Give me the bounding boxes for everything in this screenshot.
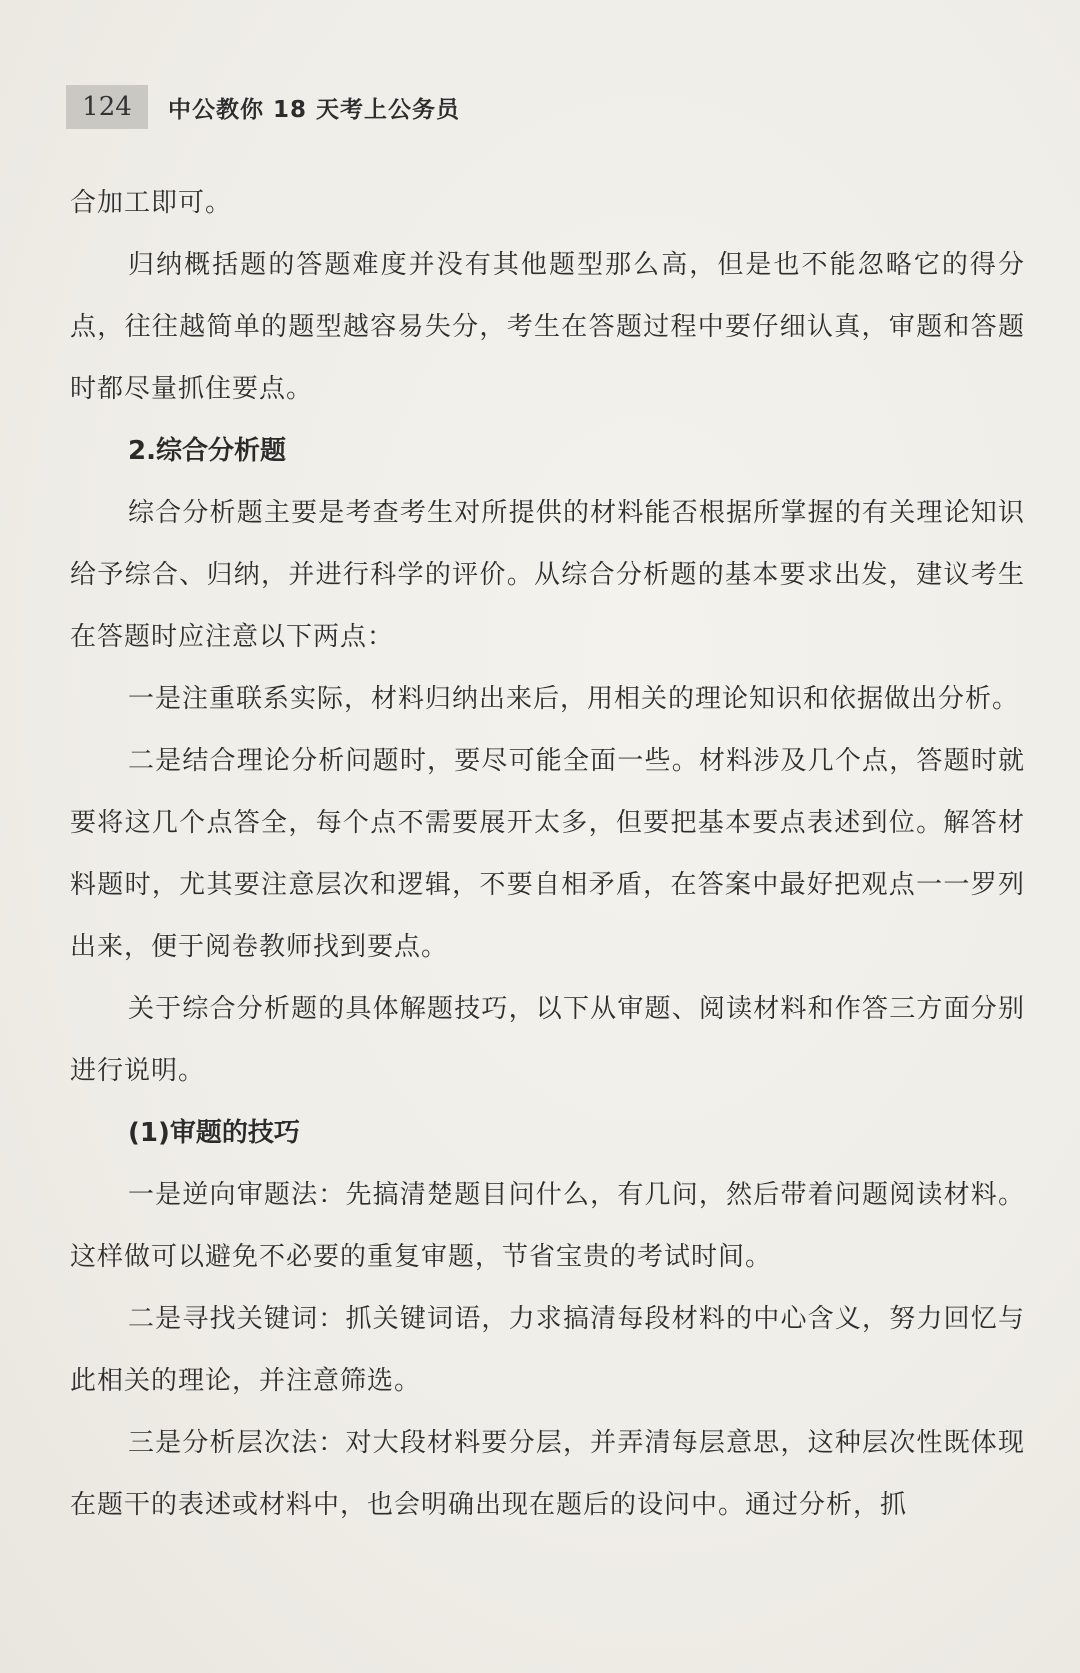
paragraph-point-two: 二是结合理论分析问题时，要尽可能全面一些。材料涉及几个点，答题时就要将这几个点答全，每个点不需要展开太多，但要把基本要点表述到位。解答材料题时，尤其要注意层次和逻辑，不要自相矛盾，在答案中最好把观点一一罗列出来，便于阅卷教师找到要点。 [70, 746, 1025, 962]
page-number: 124 [66, 85, 148, 129]
paragraph-continuation: 合加工即可。 [70, 188, 233, 218]
paragraph-intro: 综合分析题主要是考查考生对所提供的材料能否根据所掌握的有关理论知识给予综合、归纳，并进行科学的评价。从综合分析题的基本要求出发，建议考生在答题时应注意以下两点： [70, 498, 1025, 652]
running-title: 中公教你 18 天考上公务员 [168, 96, 461, 123]
paragraph-summary: 归纳概括题的答题难度并没有其他题型那么高，但是也不能忽略它的得分点，往往越简单的题型越容易失分，考生在答题过程中要仔细认真，审题和答题时都尽量抓住要点。 [70, 250, 1025, 404]
body-text [70, 172, 1025, 1536]
paragraph-overview: 关于综合分析题的具体解题技巧，以下从审题、阅读材料和作答三方面分别进行说明。 [70, 994, 1025, 1086]
page-header [66, 82, 460, 132]
subsection-heading: (1)审题的技巧 [128, 1118, 300, 1148]
paragraph-method-three: 三是分析层次法：对大段材料要分层，并弄清每层意思，这种层次性既体现在题干的表述或材料中，也会明确出现在题后的设问中。通过分析，抓 [70, 1428, 1025, 1520]
section-heading: 2.综合分析题 [128, 436, 286, 466]
paragraph-point-one: 一是注重联系实际，材料归纳出来后，用相关的理论知识和依据做出分析。 [128, 684, 1020, 714]
paragraph-method-two: 二是寻找关键词：抓关键词语，力求搞清每段材料的中心含义，努力回忆与此相关的理论，并注意筛选。 [70, 1304, 1025, 1396]
paragraph-method-one: 一是逆向审题法：先搞清楚题目问什么，有几问，然后带着问题阅读材料。这样做可以避免不必要的重复审题，节省宝贵的考试时间。 [70, 1180, 1025, 1272]
